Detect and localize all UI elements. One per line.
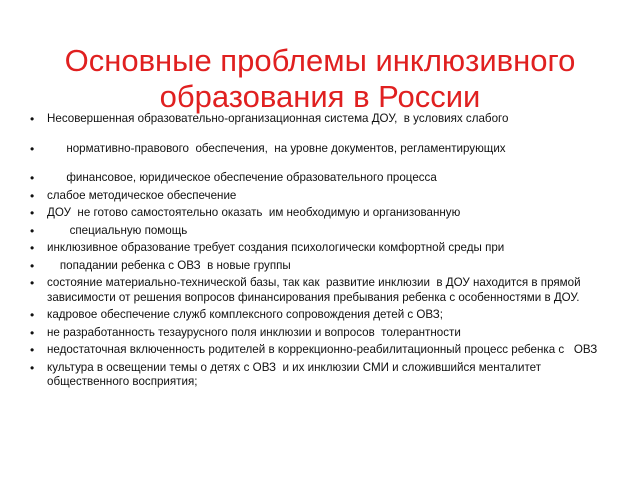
bullet-item: • нормативно-правового обеспечения, на уровне документов, регламентирующих (30, 142, 610, 157)
bullet-item: • состояние материально-технической базы, так как развитие инклюзии в ДОУ находится в прямой зависимости от решения вопросов финансирования пребывания ребенка с особенностями в ДОУ. (30, 276, 610, 305)
bullet-item: • культура в освещении темы о детях с ОВЗ и их инклюзии СМИ и сложившийся менталитет общественного восприятия; (30, 361, 610, 390)
bullet-item: • недостаточная включенность родителей в коррекционно-реабилитационный процесс ребенка с ОВЗ (30, 343, 610, 358)
bullet-list (30, 112, 610, 393)
bullet-item: • кадровое обеспечение служб комплексного сопровождения детей с ОВЗ; (30, 308, 610, 323)
slide-title: Основные проблемы инклюзивного образования в России (64, 42, 576, 114)
bullet-item: • финансовое, юридическое обеспечение образовательного процесса (30, 171, 610, 186)
bullet-item: • Несовершенная образовательно-организационная система ДОУ, в условиях слабого (30, 112, 610, 127)
bullet-item: • не разработанность тезаурусного поля инклюзии и вопросов толерантности (30, 326, 610, 341)
bullet-item: • специальную помощь (30, 224, 610, 239)
bullet-item: • слабое методическое обеспечение (30, 189, 610, 204)
bullet-item: • попадании ребенка с ОВЗ в новые группы (30, 259, 610, 274)
bullet-item: • ДОУ не готово самостоятельно оказать им необходимую и организованную (30, 206, 610, 221)
bullet-item: • инклюзивное образование требует создания психологически комфортной среды при (30, 241, 610, 256)
